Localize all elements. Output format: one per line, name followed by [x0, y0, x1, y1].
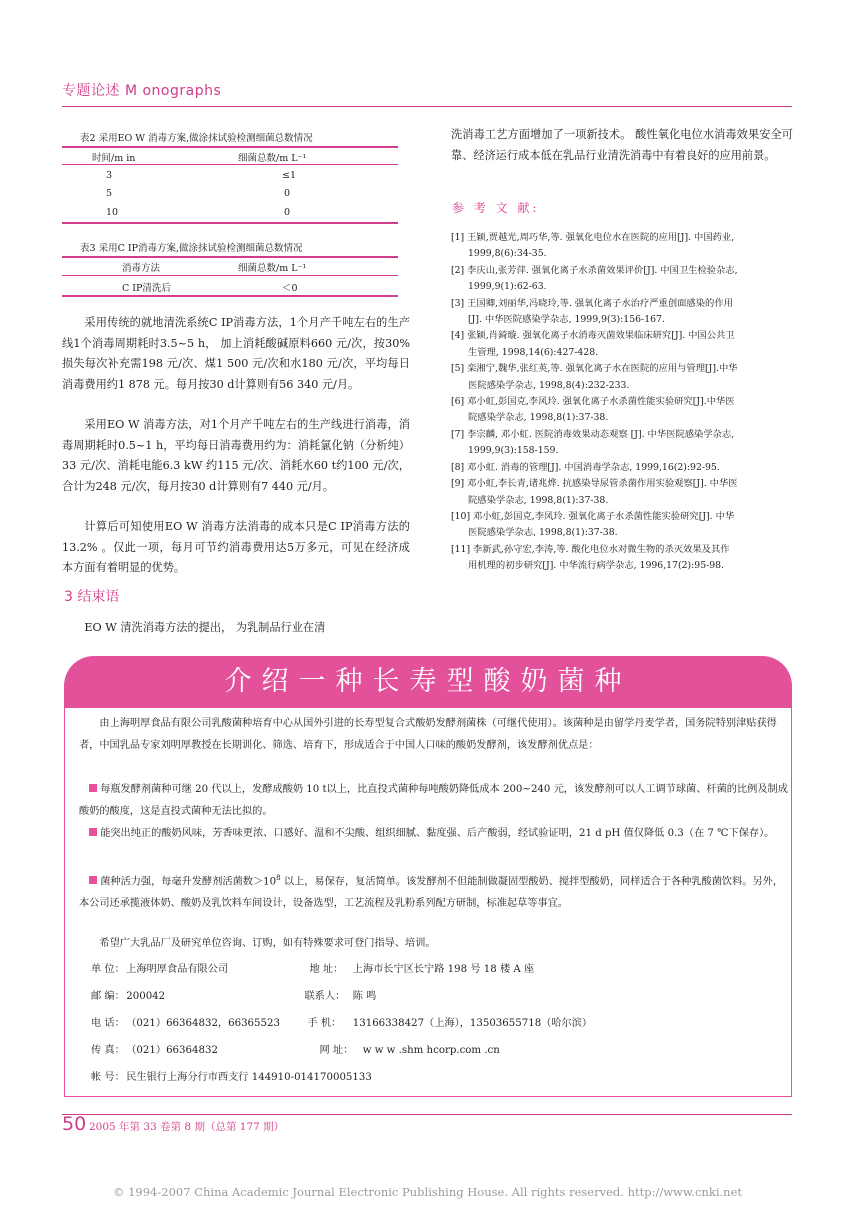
ad-title: 介绍一种长寿型酸奶菌种 [224, 666, 632, 697]
table2-header-count: 细菌总数/m L⁻¹ [238, 153, 307, 164]
ad-point-3 [79, 867, 793, 915]
reference-item: [4] 张颖,肖錡璇. 强氧化离子水消毒灭菌效果临床研究[J]. 中国公共卫 [451, 330, 735, 342]
contact-label: 联系人： [304, 991, 346, 1002]
contact-account: 民生银行上海分行市西支行 144910-014170005133 [126, 1072, 372, 1083]
table2-bottom-rule [62, 222, 398, 224]
reference-item-cont: 院感染学杂志, 1998,8(1):37-38. [468, 494, 609, 506]
table2-cell: 3 [106, 170, 113, 181]
footer-divider [62, 1114, 792, 1115]
contact-label: 邮 编： [91, 991, 125, 1002]
reference-item-cont: 1999,9(1):62-63. [468, 281, 547, 293]
ad-point-2-text: 能突出纯正的酸奶风味，芳香味更浓、口感好、温和不尖酸、组织细腻、黏度强、后产酸弱，经试验证明，21 d pH 值仅降低 0.3（在 7 ℃下保存）。 [100, 828, 775, 839]
reference-item: [5] 栾湘宁,魏华,张红英,等. 强氧化离子水在医院的应用与管理[J].中华 [451, 363, 738, 375]
contact-address: 上海市长宁区长宁路 198 号 18 楼 A 座 [352, 964, 535, 975]
body-paragraph-cip-cost: 采用传统的就地清洗系统C IP消毒方法，1个月产千吨左右的生产线1个消毒周期耗时3.5~5 h， 加上消耗酸碱原料660 元/次，按30% 损失每次补充需198 元/次、煤1 500 元/次和水180 元/次，平均每日消毒费用约1 878 元。每月按30 d计算则有56 340 元/月。 [62, 316, 410, 391]
contact-tel: （021）66364832，66365523 [126, 1018, 280, 1029]
table2-cell: 0 [284, 188, 291, 199]
reference-item-cont: 医院感染学杂志, 1998,8(1):37-38. [468, 527, 618, 539]
table2-cell: 10 [106, 207, 119, 218]
table3-caption: 表3 采用C IP消毒方案,做涂抹试验检测细菌总数情况 [80, 243, 303, 254]
header-divider [62, 106, 792, 107]
reference-item: [6] 邓小虹,彭国克,李风玲. 强氧化离子水杀菌性能实验研究[J].中华医 [451, 396, 735, 408]
table2-cell: 5 [106, 188, 113, 199]
ad-point-2 [79, 823, 793, 845]
ad-closing: 希望广大乳品厂及研究单位咨询、订购，如有特殊要求可登门指导、培训。 [99, 938, 436, 949]
contact-unit: 上海明厚食品有限公司 [126, 964, 229, 975]
reference-item: [9] 邓小虹,李长青,诸兆烨. 抗感染导尿管杀菌作用实验观察[J]. 中华医 [451, 478, 738, 490]
reference-item-cont: 院感染学杂志, 1998,8(1):37-38. [468, 412, 609, 424]
bullet-square-icon [89, 876, 97, 884]
ad-contact-row-unit [91, 960, 534, 975]
table3-header-rule [62, 275, 398, 276]
reference-item-cont: 生管理, 1998,14(6):427-428. [468, 346, 599, 358]
ad-contact-row-postcode [91, 987, 376, 1002]
table3-cell: ＜0 [282, 283, 298, 294]
table3-top-rule [62, 256, 398, 258]
table2-top-rule [62, 146, 398, 148]
contact-label: 传 真： [91, 1045, 125, 1056]
ad-point-1 [79, 779, 793, 823]
contact-postcode: 200042 [126, 991, 166, 1002]
contact-fax: （021）66364832 [126, 1045, 218, 1056]
table2-cell: ≤1 [282, 170, 297, 181]
contact-website: w w w .shm hcorp.com .cn [362, 1045, 500, 1056]
contact-mobile: 13166338427（上海），13503655718（哈尔滨） [352, 1018, 593, 1029]
ad-intro: 由上海明厚食品有限公司乳酸菌种培育中心从国外引进的长寿型复合式酸奶发酵剂菌株（可继代使用）。该菌种是由留学丹麦学者，国务院特别津贴获得者，中国乳品专家刘明厚教授在长期训化、筛选、培育下，形成适合于中国人口味的酸奶发酵剂，该发酵剂优点是： [79, 718, 777, 751]
copyright-notice: © 1994-2007 China Academic Journal Electronic Publishing House. All rights reserved. http://www.cnki.net [112, 1185, 743, 1199]
ad-contact-row-tel [91, 1014, 592, 1029]
reference-item-cont: 医院感染学杂志, 1998,8(4):232-233. [468, 379, 630, 391]
body-paragraph-eow-cost: 采用EO W 消毒方法，对1个月产千吨左右的生产线进行消毒，消毒周期耗时0.5~1 h，平均每日消毒费用约为：消耗氯化钠（分析纯）33 元/次、消耗电能6.3 kW 约115 元/次、消耗水60 t约100 元/次，合计为248 元/次，每月按30 d计算则有7 440 元/月。 [62, 418, 410, 493]
body-paragraph-comparison: 计算后可知使用EO W 消毒方法消毒的成本只是C IP消毒方法的13.2% 。仅此一项，每月可节约消毒费用达5万多元，可见在经济成本方面有着明显的优势。 [62, 520, 410, 574]
contact-label: 帐 号： [91, 1072, 125, 1083]
table2-header-time: 时间/m in [92, 153, 136, 164]
table2-cell: 0 [284, 207, 291, 218]
table3-header-count: 细菌总数/m L⁻¹ [238, 263, 307, 274]
reference-item-cont: 用机理的初步研究[J]. 中华流行病学杂志, 1996,17(2):95-98. [468, 560, 725, 572]
ad-point-3-text-cont: 以上，易保存，复活简单。该发酵剂不但能制做凝固型酸奶、搅拌型酸奶，同样适合于各种乳酸菌饮料。另外，本公司还承揽液体奶、酸奶及乳饮料车间设计，设备选型，工艺流程及乳粉系列配方研制，标准起草等事宜。 [79, 876, 784, 910]
reference-item-cont: [J]. 中华医院感染学杂志, 1999,9(3):156-167. [468, 314, 665, 326]
contact-label: 电 话： [91, 1018, 125, 1029]
body-paragraph-conclusion-start: EO W 清洗消毒方法的提出， 为乳制品行业在清 [84, 621, 326, 634]
reference-item: [8] 邓小虹. 消毒的管理[J]. 中国消毒学杂志, 1999,16(2):92-95. [451, 461, 720, 473]
ad-contact-row-account [91, 1068, 372, 1083]
contact-label: 网 址： [319, 1045, 354, 1056]
table2-caption: 表2 采用EO W 消毒方案,做涂抹试验检测细菌总数情况 [80, 133, 313, 144]
table3-bottom-rule [62, 295, 398, 297]
table3-header-method: 消毒方法 [122, 263, 161, 274]
reference-item: [10] 邓小虹,彭国克,李风玲. 强氧化离子水杀菌性能实验研究[J]. 中华 [451, 510, 735, 522]
reference-item: [2] 李庆山,张芳萍. 强氧化离子水杀菌效果评价[J]. 中国卫生检验杂志, [451, 264, 738, 276]
contact-label: 手 机： [307, 1018, 342, 1029]
reference-list [451, 230, 793, 575]
table2-header-rule [62, 164, 398, 165]
contact-label: 地 址： [309, 964, 344, 975]
page-number: 50 [62, 1113, 87, 1135]
contact-label: 单 位： [91, 964, 125, 975]
bullet-square-icon [89, 828, 97, 836]
section-heading-conclusion: 3 结束语 [64, 589, 120, 605]
reference-item: [1] 王颖,贾越光,周巧华,等. 强氧化电位水在医院的应用[J]. 中国药业, [451, 232, 735, 243]
reference-item-cont: 1999,9(3):158-159. [468, 445, 559, 457]
ad-point-1-text: 每瓶发酵剂菌种可继 20 代以上，发酵成酸奶 10 t以上，比直投式菌种每吨酸奶降低成本 200~240 元，该发酵剂可以人工调节球菌、杆菌的比例及制成酸奶的酸度，这是直投式菌种无法比拟的。 [79, 784, 788, 817]
issue-info: 2005 年第 33 卷第 8 期（总第 177 期） [89, 1121, 285, 1133]
reference-item: [3] 王国卿,刘丽华,冯晓玲,等. 强氧化离子水治疗严重创面感染的作用 [451, 297, 733, 309]
table3-cell: C IP清洗后 [122, 283, 171, 294]
ad-contact-row-fax [91, 1041, 500, 1056]
bullet-square-icon [89, 784, 97, 792]
reference-item: [7] 李宗麟, 邓小虹. 医院消毒效果动态观察 [J]. 中华医院感染学杂志, [451, 428, 735, 440]
ad-point-3-text: 菌种活力强，每毫升发酵剂活菌数＞10 [100, 876, 277, 888]
ad-point-3-superscript: 8 [276, 874, 281, 882]
journal-section-header: 专题论述 M onographs [62, 83, 222, 99]
reference-item: [11] 李新武,孙守宏,李涛,等. 酸化电位水对微生物的杀灭效果及其作 [451, 543, 730, 555]
references-heading: 参 考 文 献: [452, 201, 540, 215]
contact-person: 陈 鸣 [352, 991, 377, 1002]
reference-item-cont: 1999,8(6):34-35. [468, 248, 547, 260]
body-paragraph-conclusion-end: 洗消毒工艺方面增加了一项新技术。 酸性氧化电位水消毒效果安全可靠、经济运行成本低在乳品行业清洗消毒中有着良好的应用前景。 [451, 128, 793, 162]
